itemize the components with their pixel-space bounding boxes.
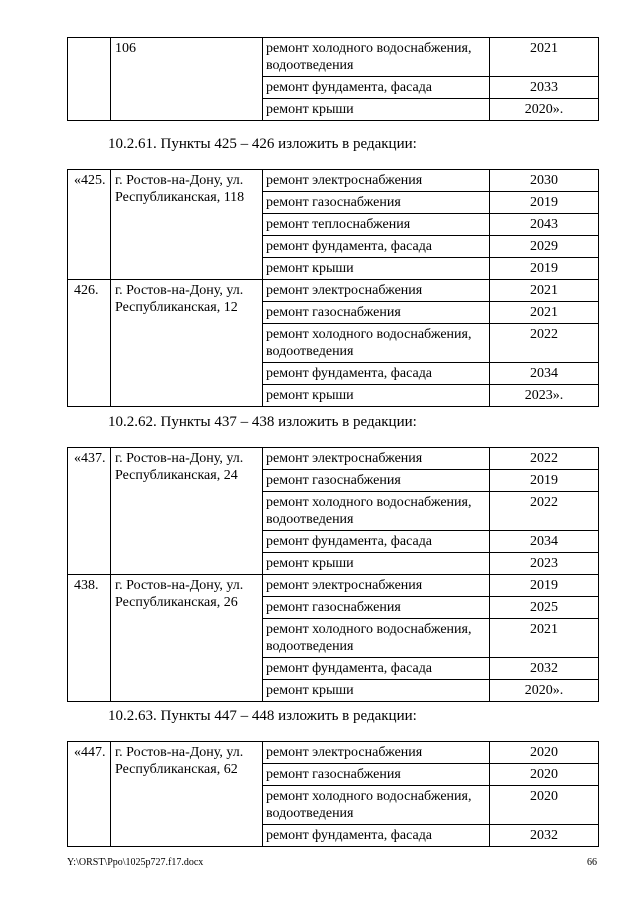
work-year: 2021 (490, 38, 599, 77)
work-type: ремонт холодного водоснабжения, водоотведения (263, 619, 490, 658)
table-continuation-body (68, 38, 599, 121)
table-row (68, 448, 599, 470)
table-items-447 (67, 741, 599, 847)
work-year: 2020 (490, 786, 599, 825)
item-address: г. Ростов-на-Дону, ул. Республиканская, 12 (111, 280, 263, 407)
work-year: 2019 (490, 575, 599, 597)
work-year: 2032 (490, 658, 599, 680)
work-year: 2032 (490, 825, 599, 847)
work-year: 2034 (490, 531, 599, 553)
work-type: ремонт холодного водоснабжения, водоотведения (263, 492, 490, 531)
item-number: «447. (68, 742, 111, 847)
work-year: 2022 (490, 492, 599, 531)
work-year: 2020». (490, 680, 599, 702)
table-row (68, 280, 599, 302)
paragraph-10-2-62: 10.2.62. Пункты 437 – 438 изложить в редакции: (108, 414, 417, 430)
work-year: 2021 (490, 280, 599, 302)
item-address: 106 (111, 38, 263, 121)
work-type: ремонт теплоснабжения (263, 214, 490, 236)
table-items-425-426 (67, 169, 599, 407)
item-number: 426. (68, 280, 111, 407)
work-year: 2025 (490, 597, 599, 619)
item-number: «437. (68, 448, 111, 575)
table-items-437-438-body (68, 448, 599, 702)
work-type: ремонт электроснабжения (263, 280, 490, 302)
work-type: ремонт фундамента, фасада (263, 825, 490, 847)
work-year: 2022 (490, 448, 599, 470)
work-type: ремонт крыши (263, 258, 490, 280)
work-type: ремонт электроснабжения (263, 575, 490, 597)
work-year: 2022 (490, 324, 599, 363)
paragraph-10-2-63: 10.2.63. Пункты 447 – 448 изложить в редакции: (108, 708, 417, 724)
item-address: г. Ростов-на-Дону, ул. Республиканская, 118 (111, 170, 263, 280)
work-year: 2019 (490, 192, 599, 214)
work-year: 2020 (490, 742, 599, 764)
item-address: г. Ростов-на-Дону, ул. Республиканская, 26 (111, 575, 263, 702)
work-type: ремонт фундамента, фасада (263, 363, 490, 385)
table-row (68, 742, 599, 764)
work-type: ремонт фундамента, фасада (263, 531, 490, 553)
table-row (68, 38, 599, 77)
work-type: ремонт крыши (263, 385, 490, 407)
work-year: 2034 (490, 363, 599, 385)
work-type: ремонт крыши (263, 553, 490, 575)
work-type: ремонт газоснабжения (263, 302, 490, 324)
work-year: 2029 (490, 236, 599, 258)
work-type: ремонт газоснабжения (263, 192, 490, 214)
item-number: «425. (68, 170, 111, 280)
work-year: 2021 (490, 302, 599, 324)
item-number: 438. (68, 575, 111, 702)
table-items-437-438 (67, 447, 599, 702)
work-type: ремонт крыши (263, 680, 490, 702)
work-type: ремонт холодного водоснабжения, водоотведения (263, 38, 490, 77)
work-year: 2043 (490, 214, 599, 236)
work-type: ремонт фундамента, фасада (263, 77, 490, 99)
item-address: г. Ростов-на-Дону, ул. Республиканская, 24 (111, 448, 263, 575)
work-year: 2030 (490, 170, 599, 192)
table-items-447-body (68, 742, 599, 847)
work-type: ремонт крыши (263, 99, 490, 121)
work-type: ремонт фундамента, фасада (263, 236, 490, 258)
item-address: г. Ростов-на-Дону, ул. Республиканская, 62 (111, 742, 263, 847)
work-year: 2021 (490, 619, 599, 658)
work-year: 2020». (490, 99, 599, 121)
work-type: ремонт электроснабжения (263, 170, 490, 192)
work-type: ремонт газоснабжения (263, 597, 490, 619)
footer-file-path: Y:\ORST\Ppo\1025p727.f17.docx (67, 857, 204, 868)
work-type: ремонт газоснабжения (263, 470, 490, 492)
item-number (68, 38, 111, 121)
work-year: 2019 (490, 258, 599, 280)
table-row (68, 170, 599, 192)
footer-page-number: 66 (587, 857, 597, 868)
table-items-425-426-body (68, 170, 599, 407)
work-year: 2033 (490, 77, 599, 99)
work-type: ремонт холодного водоснабжения, водоотведения (263, 324, 490, 363)
table-continuation (67, 37, 599, 121)
work-year: 2023 (490, 553, 599, 575)
work-type: ремонт газоснабжения (263, 764, 490, 786)
work-type: ремонт электроснабжения (263, 448, 490, 470)
work-year: 2023». (490, 385, 599, 407)
work-year: 2020 (490, 764, 599, 786)
work-type: ремонт фундамента, фасада (263, 658, 490, 680)
work-type: ремонт холодного водоснабжения, водоотведения (263, 786, 490, 825)
work-type: ремонт электроснабжения (263, 742, 490, 764)
paragraph-10-2-61: 10.2.61. Пункты 425 – 426 изложить в редакции: (108, 136, 417, 152)
table-row (68, 575, 599, 597)
work-year: 2019 (490, 470, 599, 492)
